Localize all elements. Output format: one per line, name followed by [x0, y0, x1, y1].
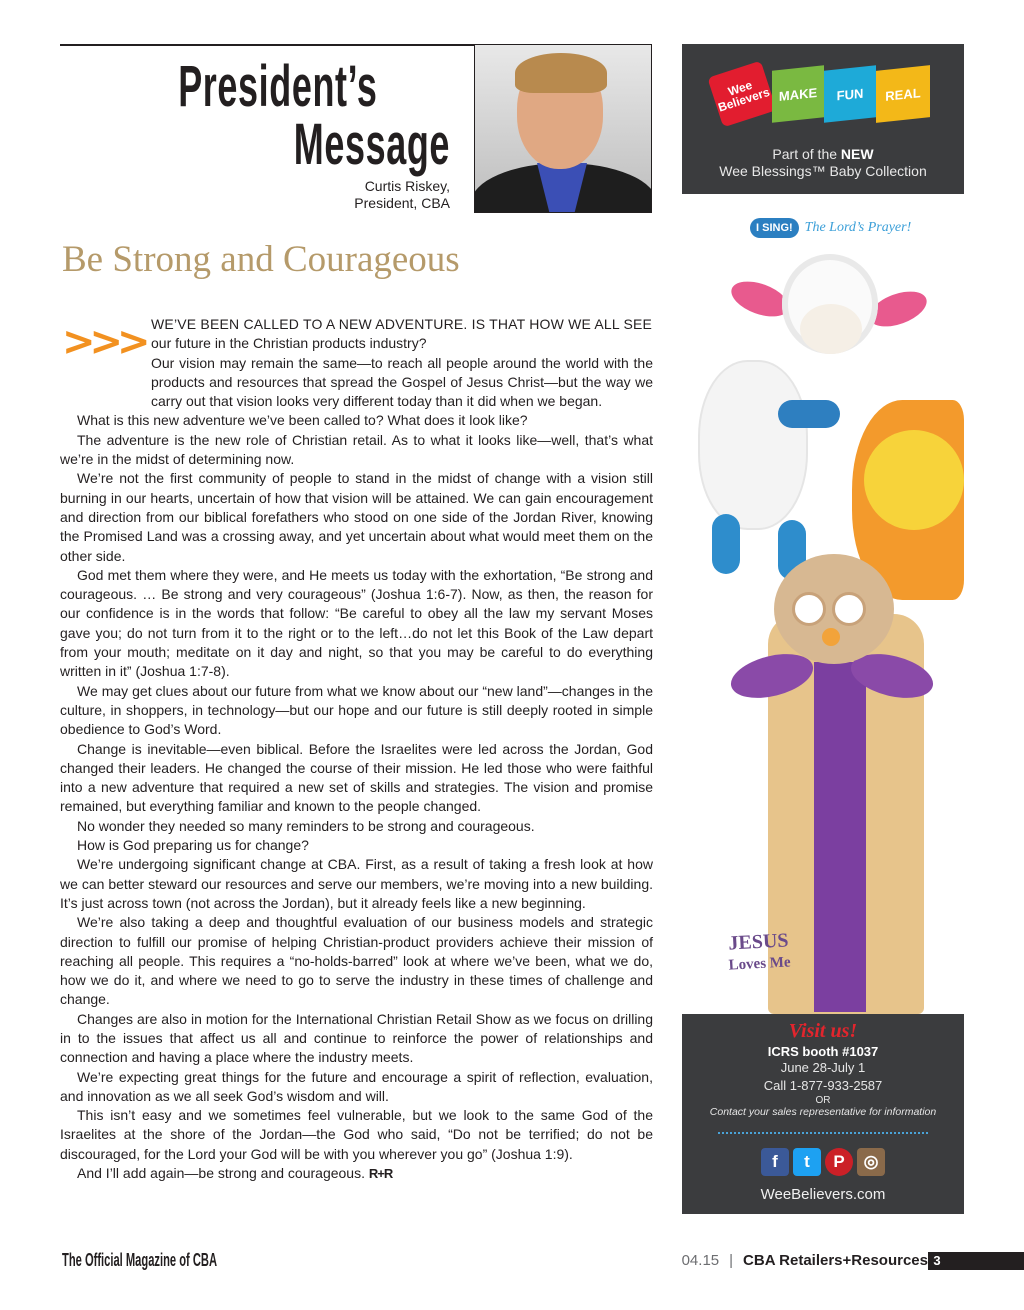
- article-paragraph: We’re not the first community of people to stand in the midst of change with a vision still burning in our hearts, uncertain of how that vision will be attained. We can gain encouragement and direction from our biblical forefathers who stood on one side of the Jordan River, knowing the Promised Land was a crossing away, and yet uncertain about what would meet them on the other side.: [60, 470, 653, 564]
- flag-make: MAKE: [772, 65, 824, 122]
- show-dates: June 28-July 1: [780, 1060, 866, 1075]
- lamb-teether-toy: [698, 360, 808, 530]
- end-mark: R+R: [368, 1166, 393, 1182]
- lead-line: WE’VE BEEN CALLED TO A NEW ADVENTURE. IS THAT HOW WE ALL SEE: [151, 316, 653, 332]
- ad-header: [682, 44, 964, 194]
- article-paragraph: We’re undergoing significant change at CBA. First, as a result of taking a fresh look at how we can better steward our resources and serve our members, we’re moving into a new building. It’s just across town (not across the Jordan), but it already feels like a new beginning.: [60, 856, 653, 911]
- owl-beak: [822, 628, 840, 646]
- page-bar: [946, 1252, 1024, 1270]
- wave-divider: [718, 1128, 928, 1134]
- embroidery-line1: JESUS: [727, 929, 790, 955]
- article-body: [60, 315, 653, 1183]
- owl-eye: [832, 592, 866, 626]
- flag-fun: FUN: [824, 65, 876, 122]
- article-paragraph: Our vision may remain the same—to reach all people around the world with the products and resources that spread the Gospel of Jesus Christ—but the way we carry out that vision looks very different today than it did when we began.: [151, 354, 653, 410]
- facebook-icon[interactable]: f: [761, 1148, 789, 1176]
- footer-magazine-tagline: The Official Magazine of CBA: [62, 1250, 218, 1270]
- byline: [354, 178, 450, 212]
- part-of-text: Part of the: [772, 146, 838, 162]
- i-sing-badge: I SING!: [750, 218, 799, 238]
- flag-real: REAL: [876, 65, 930, 123]
- visit-us-heading: Visit us!: [788, 1020, 858, 1042]
- page-title-line1: President’s: [178, 54, 378, 119]
- blanket-embroidery: [727, 930, 791, 975]
- article-paragraph: What is this new adventure we’ve been called to? What does it look like?: [77, 412, 528, 429]
- article-paragraph: We may get clues about our future from what we know about our “new land”—changes in the culture, in shoppers, in technology—but our hope and our future is still deeply rooted in simple obedience to God’s Word.: [60, 682, 653, 738]
- lion-face: [864, 430, 964, 530]
- new-text: NEW: [840, 146, 874, 162]
- i-sing-label: [750, 218, 911, 238]
- owl-eye: [792, 592, 826, 626]
- pinterest-icon[interactable]: P: [825, 1148, 853, 1176]
- footer-issue-info: [682, 1252, 928, 1269]
- booth-number: ICRS booth #1037: [767, 1044, 879, 1059]
- article-headline: Be Strong and Courageous: [62, 239, 460, 280]
- lamb-arm: [778, 400, 840, 428]
- closing-text: And I’ll add again—be strong and courageous.: [77, 1165, 365, 1182]
- owl-blanket-stripe: [814, 662, 866, 1012]
- article-paragraph: We’re also taking a deep and thoughtful evaluation of our business models and strategic direction to fulfill our promise of helping Christian-product providers achieve their mission of reaching all people. This requires a “no-holds-barred” look at where we’ve been, what we do, how we do it, and where we need to go to serve the industry in these times of challenge and change.: [60, 914, 653, 1008]
- article-paragraph: How is God preparing us for change?: [77, 837, 309, 854]
- or-text: OR: [815, 1095, 831, 1106]
- byline-role: President, CBA: [354, 195, 450, 211]
- article-paragraph: No wonder they needed so many reminders to be strong and courageous.: [77, 817, 535, 834]
- instagram-icon[interactable]: ◎: [857, 1148, 885, 1176]
- article-paragraph: God met them where they were, and He meets us today with the exhortation, “Be strong and courageous. … Be strong and very courageous” (Joshua 1:6-7). Now, as then, the reason for our confidence is in the words that follow: “Be careful to obey all the law my servant Moses gave you; do not turn from it to the right or to the left…do not let this Book of the Law depart from your mouth; meditate on it day and night, so that you may be careful to do everything written in it” (Joshua 1:7-8).: [60, 566, 653, 680]
- page-title-line2: Message: [293, 112, 450, 177]
- article-paragraph: We’re expecting great things for the future and encourage a spirit of reflection, evaluation, and innovation as we all seek God’s wisdom and will.: [60, 1068, 653, 1104]
- twitter-icon[interactable]: t: [793, 1148, 821, 1176]
- weebelievers-ad: [682, 44, 964, 1214]
- closing-paragraph: [60, 1164, 653, 1183]
- collection-name: Wee Blessings™ Baby Collection: [719, 163, 927, 179]
- chevron-arrows-icon: >>>: [62, 319, 145, 365]
- embroidery-line2: Loves Me: [728, 954, 792, 974]
- page-number: 3: [928, 1252, 946, 1270]
- paragraph-list: [60, 354, 653, 1164]
- prayer-title: The Lord’s Prayer!: [804, 220, 912, 235]
- lamb-leg: [712, 514, 740, 574]
- contact-text: Contact your sales representative for information: [709, 1106, 937, 1118]
- lamb-face: [800, 304, 862, 354]
- issue-date: 04.15: [681, 1252, 720, 1269]
- footer-separator: |: [729, 1252, 734, 1269]
- magazine-name: CBA Retailers+Resources: [743, 1252, 928, 1269]
- author-photo: [474, 44, 652, 213]
- phone-number[interactable]: Call 1-877-933-2587: [763, 1078, 883, 1093]
- wee-believers-logo: Wee Believers: [707, 61, 776, 128]
- article-paragraph: This isn’t easy and we sometimes feel vulnerable, but we look to the same God of the Israelites at the shore of the Jordan—the God who said, “Do not be terrified; do not be discouraged, for the Lord your God will be with you wherever you go” (Joshua 1:9).: [60, 1107, 653, 1162]
- website-link[interactable]: WeeBelievers.com: [760, 1186, 886, 1203]
- social-icons: [682, 1148, 964, 1176]
- byline-name: Curtis Riskey,: [364, 178, 450, 194]
- lead-line-2: our future in the Christian products industry?: [151, 335, 427, 352]
- article-paragraph: Changes are also in motion for the International Christian Retail Show as we focus on drilling in to the issues that affect us all and continue to reinforce the power of relationships and connection and having a place where the industry meets.: [60, 1010, 653, 1066]
- collection-text: [682, 146, 964, 180]
- ad-contact-panel: [682, 1014, 964, 1214]
- article-paragraph: The adventure is the new role of Christian retail. As to what it looks like—well, that’s what we’re in the midst of determining now.: [60, 431, 653, 468]
- article-paragraph: Change is inevitable—even biblical. Before the Israelites were led across the Jordan, God changed their leaders. He changed the course of their mission. He led those who were faithful into a new adventure that required a new set of skills and strategies. The vision and promise remained, but everything familiar and known to the people changed.: [60, 740, 653, 815]
